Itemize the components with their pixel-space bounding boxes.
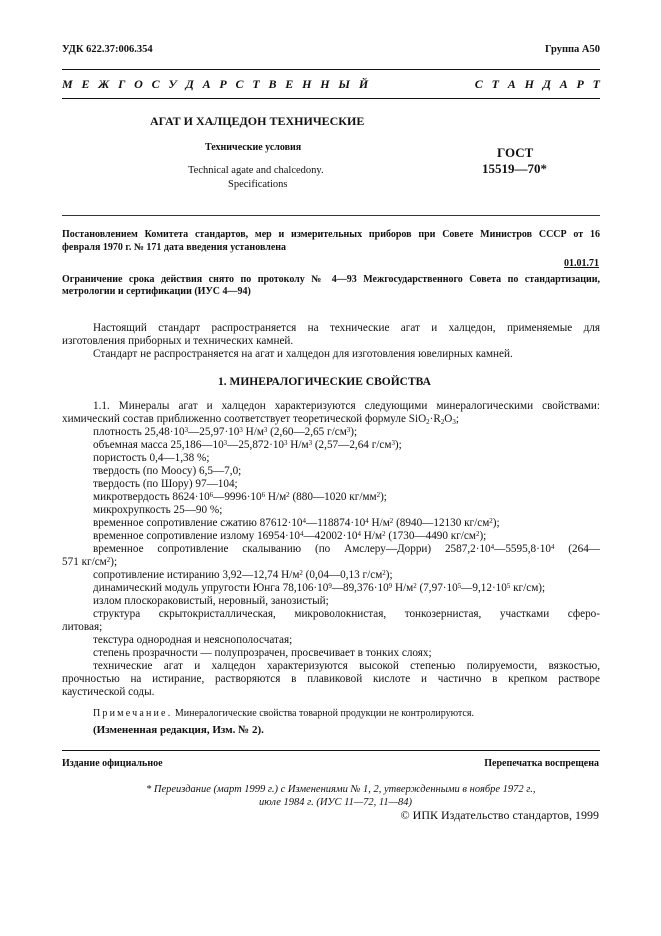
banner-letter: А xyxy=(559,77,568,91)
text-part: ); xyxy=(394,439,402,451)
exponent: 4 xyxy=(299,529,304,538)
compression-strength xyxy=(93,517,500,530)
english-title-line2: Specifications xyxy=(228,179,288,190)
text-part: —5595,8·10 xyxy=(494,543,551,555)
banner-letter: Т xyxy=(592,77,600,91)
hardness-shore: твердость (по Шору) 97—104; xyxy=(93,478,238,490)
bulk-mass xyxy=(93,439,402,452)
chem-sub: 3 xyxy=(452,418,456,427)
banner-letter: М xyxy=(62,77,73,91)
text-part: —42002·10 xyxy=(303,530,358,542)
chem-sub: 2 xyxy=(440,418,445,427)
exponent: 3 xyxy=(391,438,395,447)
text-part: Н/м xyxy=(368,517,390,529)
exponent: 4 xyxy=(490,542,495,551)
banner-letter: Ж xyxy=(98,77,110,91)
reissue-line2: июле 1984 г. (ИУС 11—72, 11—84) xyxy=(259,797,412,808)
banner-letter: А xyxy=(507,77,516,91)
limit-line2: метрологии и сертификации (ИУС 4—94) xyxy=(62,286,251,297)
text-part: —9996·10 xyxy=(213,491,262,503)
text-part: динамический модуль упругости Юнга 78,106·10 xyxy=(93,582,329,594)
decree-line1: Постановлением Комитета стандартов, мер и измерительных приборов при Совете Министров СССР от 16 xyxy=(62,229,600,240)
banner-word-standard xyxy=(475,77,600,92)
microbrittleness: микрохрупкость 25—90 %; xyxy=(93,504,223,516)
text-part: Н/м xyxy=(392,582,414,594)
text-part: (8940—12130 кг/см xyxy=(393,517,490,529)
structure-line2: литовая; xyxy=(62,621,103,633)
text-part: ); xyxy=(380,491,387,503)
exponent: 9 xyxy=(328,581,332,590)
document-title: АГАТ И ХАЛЦЕДОН ТЕХНИЧЕСКИЕ xyxy=(150,114,365,128)
exponent: 6 xyxy=(209,490,214,499)
text-part: микротвердость 8624·10 xyxy=(93,491,210,503)
exponent: 2 xyxy=(413,581,417,590)
young-modulus xyxy=(93,582,545,595)
copyright: © ИПК Издательство стандартов, 1999 xyxy=(400,808,599,822)
exponent: 2 xyxy=(489,516,493,525)
text-part: ); xyxy=(110,556,118,568)
banner-letter: С xyxy=(235,77,244,91)
banner-letter: Д xyxy=(185,77,194,91)
intro-p2: Стандарт не распространяется на агат и халцедон для изготовления ювелирных камней. xyxy=(93,348,513,360)
text-part: объемная масса 25,186—10 xyxy=(93,439,224,451)
banner-letter: Н xyxy=(302,77,312,91)
text-part: ); xyxy=(350,426,358,438)
banner-letter: Т xyxy=(491,77,499,91)
text-part: —9,12·10 xyxy=(461,582,507,594)
clause-1-1: 1.1. Минералы агат и халцедон характеризуются следующими минералогическими свойствами: xyxy=(93,400,600,412)
fracture: излом плоскораковистый, неровный, занозистый; xyxy=(93,595,329,607)
exponent: 3 xyxy=(308,438,313,447)
structure-line1: структура скрытокристаллическая, микроволокнистая, тонкозернистая, участками сферо- xyxy=(93,608,600,620)
porosity: пористость 0,4—1,38 %; xyxy=(93,452,210,464)
text-part: (7,97·10 xyxy=(416,582,458,594)
text-part: Н/м xyxy=(360,530,383,542)
exponent: 2 xyxy=(382,529,386,538)
standard-banner xyxy=(62,77,600,92)
tech-properties-line3: каустической соды. xyxy=(62,686,155,698)
exponent: 3 xyxy=(263,425,268,434)
chem-sub: 2 xyxy=(426,418,430,427)
banner-letter: Е xyxy=(285,77,294,91)
chem-text: O xyxy=(444,413,453,425)
exponent: 2 xyxy=(475,529,480,538)
chem-text: ; xyxy=(455,413,459,425)
exponent: 4 xyxy=(357,529,361,538)
english-title-line1: Technical agate and chalcedony. xyxy=(188,165,324,176)
hardness-mohs: твердость (по Моосу) 6,5—7,0; xyxy=(93,465,242,477)
banner-letter: Н xyxy=(320,77,330,91)
exponent: 2 xyxy=(376,490,381,499)
document-subtitle: Технические условия xyxy=(205,142,302,153)
banner-letter: Е xyxy=(81,77,90,91)
banner-letter: С xyxy=(474,77,483,91)
shear-strength-line1 xyxy=(93,543,600,556)
text-part: —118874·10 xyxy=(306,517,366,529)
texture: текстура однородная и неяснополосчатая; xyxy=(93,634,293,646)
exponent: 4 xyxy=(365,516,369,525)
text-part: ); xyxy=(385,569,393,581)
udk-code: УДК 622.37:006.354 xyxy=(62,44,153,55)
footer-rule xyxy=(62,750,600,751)
exponent: 2 xyxy=(286,490,290,499)
exponent: 3 xyxy=(223,438,228,447)
banner-letter: А xyxy=(202,77,211,91)
exponent: 2 xyxy=(299,568,303,577)
text-part: —25,872·10 xyxy=(227,439,285,451)
banner-letter: Р xyxy=(576,77,584,91)
section-title: 1. МИНЕРАЛОГИЧЕСКИЕ СВОЙСТВА xyxy=(218,376,431,388)
abrasion-resistance xyxy=(93,569,393,582)
decree-line2: февраля 1970 г. № 171 дата введения установлена xyxy=(62,242,287,253)
text-part: Н/м xyxy=(265,491,287,503)
exponent: 2 xyxy=(389,516,394,525)
banner-word-interstate xyxy=(62,77,368,92)
effective-date: 01.01.71 xyxy=(564,258,599,269)
exponent: 3 xyxy=(346,425,351,434)
limit-line1: Ограничение срока действия снято по протоколу № 4—93 Межгосударственного Совета по стандартизации, xyxy=(62,274,600,285)
exponent: 4 xyxy=(302,516,306,525)
shear-strength-line2 xyxy=(62,556,117,569)
gost-number: 15519—70* xyxy=(482,161,547,176)
header-rule-top xyxy=(62,69,600,70)
text-part: (1730—4490 кг/см xyxy=(385,530,476,542)
note-label: Примечание. xyxy=(93,708,173,719)
title-rule xyxy=(62,215,600,216)
exponent: 6 xyxy=(261,490,266,499)
note-text: Минералогические свойства товарной продукции не контролируются. xyxy=(172,708,474,719)
microhardness xyxy=(93,491,387,504)
exponent: 3 xyxy=(184,425,189,434)
exponent: 2 xyxy=(382,568,386,577)
group-code: Группа А50 xyxy=(544,44,600,55)
text-part: 571 кг/см xyxy=(62,556,107,568)
banner-letter: Г xyxy=(118,77,126,91)
bending-strength xyxy=(93,530,486,543)
exponent: 5 xyxy=(457,581,462,590)
official-edition: Издание официальное xyxy=(62,758,163,769)
text-part: Н/м xyxy=(287,439,309,451)
banner-letter: О xyxy=(134,77,143,91)
header-rule-bottom xyxy=(62,98,600,99)
note xyxy=(93,708,474,719)
exponent: 9 xyxy=(388,581,393,590)
density xyxy=(93,426,357,439)
intro-p1-line2: изготовления приборных и технических камней. xyxy=(62,335,294,347)
chem-text: химический состав приближенно соответствует теоретической формуле SiO xyxy=(62,413,427,425)
text-part: (264— xyxy=(554,543,600,555)
text-part: (0,04—0,13 г/см xyxy=(302,569,383,581)
banner-letter: Р xyxy=(219,77,227,91)
text-part: временное сопротивление излому 16954·10 xyxy=(93,530,300,542)
banner-letter: Ы xyxy=(338,77,351,91)
banner-letter: Д xyxy=(542,77,551,91)
exponent: 4 xyxy=(551,542,555,551)
chem-text: ·R xyxy=(429,413,441,425)
chem-composition xyxy=(62,413,459,426)
text-part: временное сопротивление сжатию 87612·10 xyxy=(93,517,303,529)
intro-p1-line1: Настоящий стандарт распространяется на технические агат и халцедон, применяемые для xyxy=(93,322,600,334)
banner-letter: Й xyxy=(358,77,369,91)
text-part: (880—1020 кг/мм xyxy=(289,491,377,503)
banner-letter: Т xyxy=(252,77,260,91)
text-part: ); xyxy=(479,530,487,542)
exponent: 2 xyxy=(106,555,111,564)
reissue-line1: * Переиздание (март 1999 г.) с Изменениями № 1, 2, утвержденными в ноябре 1972 г., xyxy=(146,784,536,795)
text-part: плотность 25,48·10 xyxy=(93,426,185,438)
exponent: 5 xyxy=(506,581,511,590)
text-part: ); xyxy=(492,517,500,529)
banner-letter: У xyxy=(168,77,177,91)
text-part: временное сопротивление скалыванию (по Амслеру—Дорри) 2587,2·10 xyxy=(93,543,491,555)
text-part: (2,57—2,64 г/см xyxy=(312,439,392,451)
text-part: кг/см); xyxy=(510,582,546,594)
banner-letter: С xyxy=(151,77,160,91)
text-part: сопротивление истиранию 3,92—12,74 Н/м xyxy=(93,569,300,581)
banner-letter: В xyxy=(268,77,277,91)
tech-properties-line1: технические агат и халцедон характеризуются высокой степенью полируемости, вязкостью, xyxy=(93,660,600,672)
reprint-prohibited: Перепечатка воспрещена xyxy=(484,758,599,769)
exponent: 3 xyxy=(239,425,243,434)
revision-note: (Измененная редакция, Изм. № 2). xyxy=(93,724,264,736)
text-part: —25,97·10 xyxy=(188,426,240,438)
text-part: —89,376·10 xyxy=(331,582,389,594)
gost-label: ГОСТ xyxy=(497,145,534,160)
banner-letter: Н xyxy=(524,77,534,91)
exponent: 3 xyxy=(284,438,288,447)
tech-properties-line2: прочностью на истирание, растворяются в плавиковой кислоте и частично в крепком растворе xyxy=(62,673,600,685)
text-part: Н/м xyxy=(242,426,264,438)
text-part: (2,60—2,65 г/см xyxy=(267,426,347,438)
transparency: степень прозрачности — полупрозрачен, просвечивает в тонких слоях; xyxy=(93,647,432,659)
